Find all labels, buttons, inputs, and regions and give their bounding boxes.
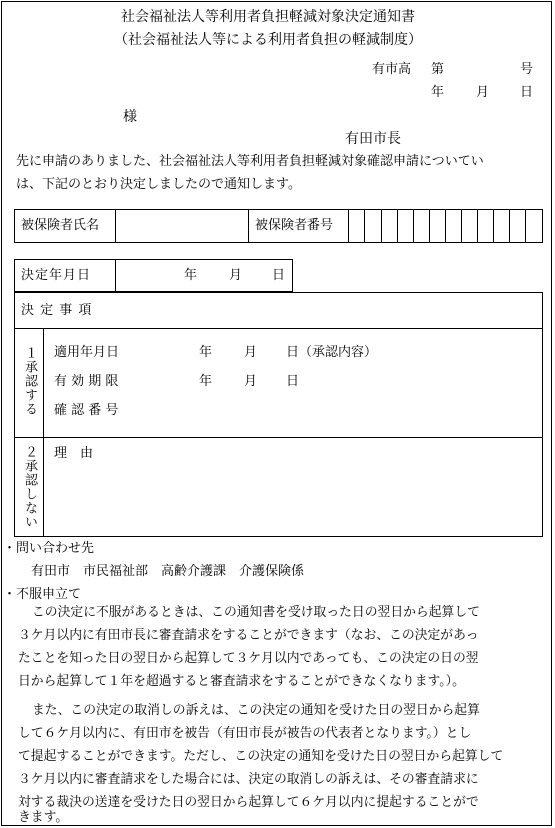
divider	[348, 209, 349, 243]
valid-period-day: 日	[286, 374, 300, 389]
issue-date-day: 日	[520, 85, 534, 100]
valid-period-year: 年	[199, 374, 213, 389]
number-cell-divider	[397, 209, 398, 243]
appeal-text: きます。	[18, 810, 69, 825]
number-cell-divider	[477, 209, 478, 243]
decision-date-label: 決定年月日	[21, 268, 92, 283]
recipient-honorific: 様	[123, 109, 137, 125]
number-cell-divider	[429, 209, 430, 243]
appeal-heading: ・不服申立て	[3, 587, 82, 602]
reject-label: ２承認しない	[22, 445, 37, 529]
appeal-text: また、この決定の取消しの訴えは、この決定の通知を受けた日の翌日から起算	[32, 703, 480, 718]
valid-period-label: 有 効 期 限	[54, 374, 119, 389]
apply-date-year: 年	[199, 345, 213, 360]
appeal-text: 対する裁決の送達を受けた日の翌日から起算して６ケ月以内に提起することがで	[18, 795, 479, 810]
decision-date-day: 日	[272, 268, 286, 283]
approve-label: １承認する	[22, 346, 37, 416]
contact-heading: ・問い合わせ先	[3, 541, 95, 556]
decision-date-month: 月	[229, 268, 243, 283]
decision-date-year: 年	[184, 268, 198, 283]
valid-period-month: 月	[244, 374, 258, 389]
appeal-text: ３ケ月以内に審査請求をした場合には、決定の取消しの訴えは、その審査請求に	[18, 772, 479, 787]
appeal-text: ３ケ月以内に有田市長に審査請求をすることができます（なお、この決定があっ	[18, 628, 479, 643]
insured-name-label: 被保険者氏名	[21, 218, 100, 233]
reason-label: 理 由	[54, 446, 94, 461]
number-cell-divider	[364, 209, 365, 243]
appeal-text: この決定に不服があるときは、この通知書を受け取った日の翌日から起算して	[32, 605, 480, 620]
intro-line-1: 先に申請のありました、社会福祉法人等利用者負担軽減対象確認申請についてい	[16, 154, 484, 169]
decision-matters-label: 決 定 事 項	[21, 303, 93, 318]
number-cell-divider	[381, 209, 382, 243]
divider	[14, 437, 543, 438]
contact-office: 有田市 市民福祉部 高齢介護課 介護保険係	[31, 564, 305, 579]
appeal-text: 日から起算して１年を超過すると審査請求をすることができなくなります。）。	[18, 674, 465, 689]
doc-number-prefix: 有市高	[372, 62, 412, 77]
issue-date-year: 年	[431, 85, 445, 100]
apply-date-label: 適用年月日	[54, 345, 120, 360]
divider	[43, 328, 44, 537]
number-cell-divider	[445, 209, 446, 243]
divider	[115, 259, 116, 292]
number-cell-divider	[461, 209, 462, 243]
confirm-number-label: 確 認 番 号	[54, 403, 119, 418]
issue-date-month: 月	[476, 85, 490, 100]
apply-date-day: 日（承認内容）	[286, 345, 378, 360]
doc-number-go: 号	[520, 62, 534, 77]
appeal-text: して６ケ月以内に、有田市を被告（有田市長が被告の代表者となります。）とし	[18, 726, 472, 741]
intro-line-2: は、下記のとおり決定しましたので通知します。	[16, 177, 301, 192]
document-title: 社会福祉法人等利用者負担軽減対象決定通知書	[121, 9, 415, 25]
doc-number-dai: 第	[431, 62, 445, 77]
number-cell-divider	[493, 209, 494, 243]
divider	[14, 328, 543, 329]
issuer-name: 有田市長	[345, 131, 401, 147]
number-cell-divider	[509, 209, 510, 243]
document-subtitle: （社会福祉法人等による利用者負担の軽減制度）	[114, 32, 422, 48]
number-cell-divider	[413, 209, 414, 243]
appeal-text: たことを知った日の翌日から起算して３ケ月以内であっても、この決定の日の翌	[18, 651, 479, 666]
divider	[115, 209, 116, 243]
divider	[248, 209, 249, 243]
appeal-text: て提起することができます。ただし、この決定の通知を受けた日の翌日から起算して	[18, 749, 504, 764]
apply-date-month: 月	[244, 345, 258, 360]
number-cell-divider	[525, 209, 526, 243]
insured-number-label: 被保険者番号	[255, 218, 334, 233]
